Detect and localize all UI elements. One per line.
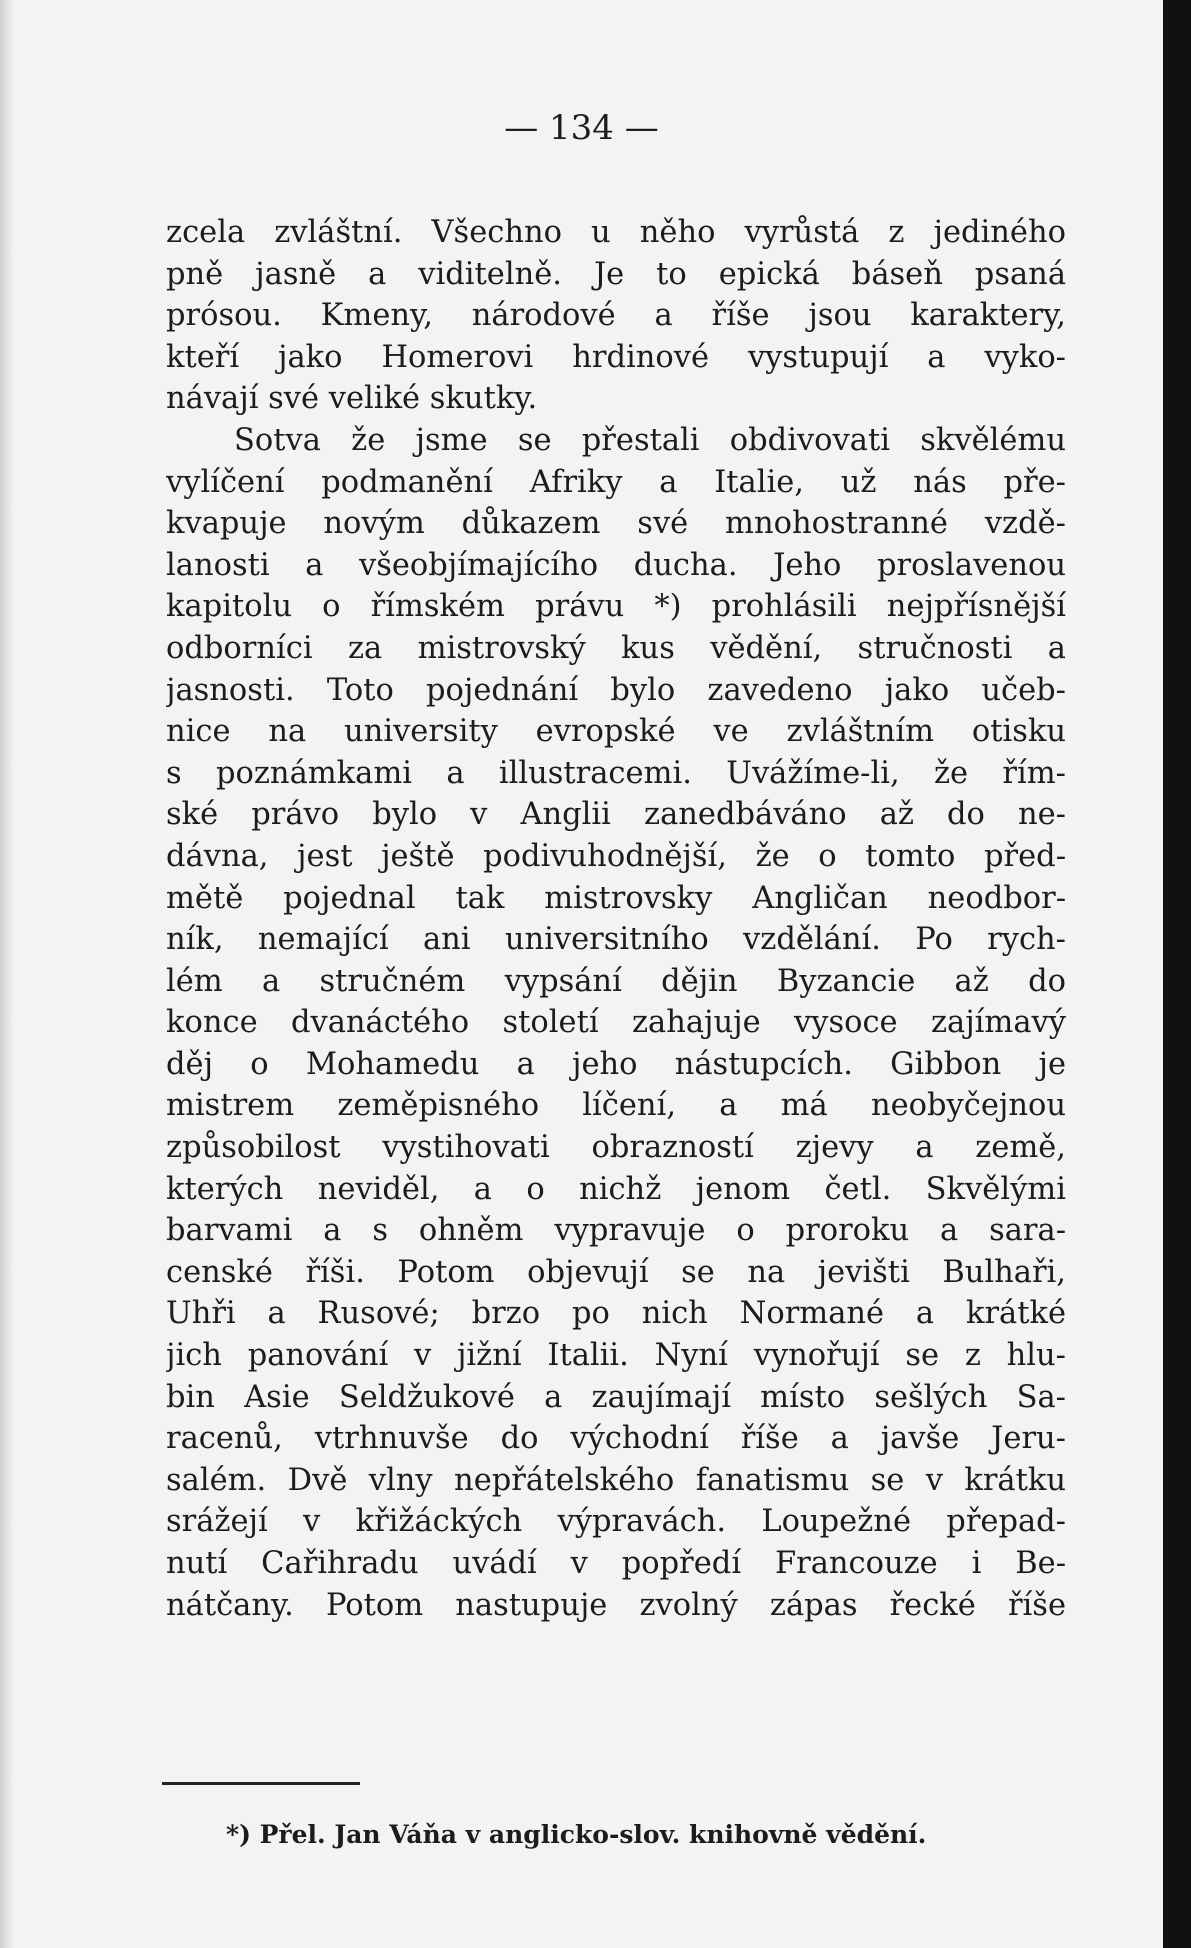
text-line: návají své veliké skutky.: [166, 381, 538, 417]
text-line: censké říši. Potom objevují se na jevišti Bulhaři,: [166, 1254, 1066, 1290]
text-line: bin Asie Seldžukové a zaujímají místo sešlých Sa-: [166, 1379, 1066, 1415]
text-line: kteří jako Homerovi hrdinové vystupují a vyko-: [166, 339, 1066, 375]
text-line: lém a stručném vypsání dějin Byzancie až do: [166, 963, 1066, 999]
body-text: [166, 212, 1066, 1626]
text-line: Uhři a Rusové; brzo po nich Normané a krátké: [166, 1296, 1066, 1332]
text-line: mistrem zeměpisného líčení, a má neobyčejnou: [166, 1088, 1066, 1124]
footnote: *) Přel. Jan Váňa v anglicko-slov. knihovně vědění.: [226, 1820, 927, 1849]
text-line: barvami a s ohněm vypravuje o proroku a sara-: [166, 1213, 1066, 1249]
text-line: jich panování v jižní Italii. Nyní vynořují se z hlu-: [166, 1338, 1066, 1374]
text-line: prósou. Kmeny, národové a říše jsou karaktery,: [166, 298, 1066, 334]
text-line: konce dvanáctého století zahajuje vysoce zajímavý: [166, 1005, 1066, 1041]
text-line: racenů, vtrhnuvše do východní říše a javše Jeru-: [166, 1421, 1066, 1457]
text-line: pně jasně a viditelně. Je to epická báseň psaná: [166, 256, 1066, 292]
text-line: dávna, jest ještě podivuhodnější, že o tomto před-: [166, 838, 1066, 874]
page-edge-border: [1163, 0, 1191, 1948]
text-line: jasnosti. Toto pojednání bylo zavedeno jako učeb-: [166, 672, 1066, 708]
text-line: lanosti a všeobjímajícího ducha. Jeho proslavenou: [166, 547, 1066, 583]
text-line: odborníci za mistrovský kus vědění, stručnosti a: [166, 630, 1066, 666]
text-line: nátčany. Potom nastupuje zvolný zápas řecké říše: [166, 1587, 1066, 1623]
text-line: kvapuje novým důkazem své mnohostranné vzdě-: [166, 506, 1066, 542]
text-line: způsobilost vystihovati obrazností zjevy a země,: [166, 1130, 1066, 1166]
text-line: mětě pojednal tak mistrovsky Angličan neodbor-: [166, 880, 1066, 916]
text-line: zcela zvláštní. Všechno u něho vyrůstá z jediného: [166, 215, 1066, 250]
text-line: ník, nemající ani universitního vzdělání. Po rych-: [166, 922, 1066, 958]
text-line: srážejí v křižáckých výpravách. Loupežné přepad-: [166, 1504, 1066, 1540]
text-line: salém. Dvě vlny nepřátelského fanatismu se v krátku: [166, 1462, 1066, 1498]
footnote-divider: [162, 1782, 360, 1785]
page-gutter-shadow: [0, 0, 14, 1948]
text-line: ské právo bylo v Anglii zanedbáváno až do ne-: [166, 797, 1066, 833]
text-line: vylíčení podmanění Afriky a Italie, už nás pře-: [166, 464, 1066, 500]
text-line: kterých neviděl, a o nichž jenom četl. Skvělými: [166, 1171, 1066, 1207]
text-line: děj o Mohamedu a jeho nástupcích. Gibbon je: [166, 1046, 1066, 1082]
text-line: nice na university evropské ve zvláštním otisku: [166, 714, 1066, 750]
text-line-indented: Sotva že jsme se přestali obdivovati skvělému: [234, 422, 1066, 458]
page-number-header: — 134 —: [504, 108, 659, 148]
text-line: s poznámkami a illustracemi. Uvážíme-li, že řím-: [166, 755, 1066, 791]
text-line: kapitolu o římském právu *) prohlásili nejpřísnější: [166, 589, 1066, 625]
text-line: nutí Cařihradu uvádí v popředí Francouze i Be-: [166, 1546, 1066, 1581]
